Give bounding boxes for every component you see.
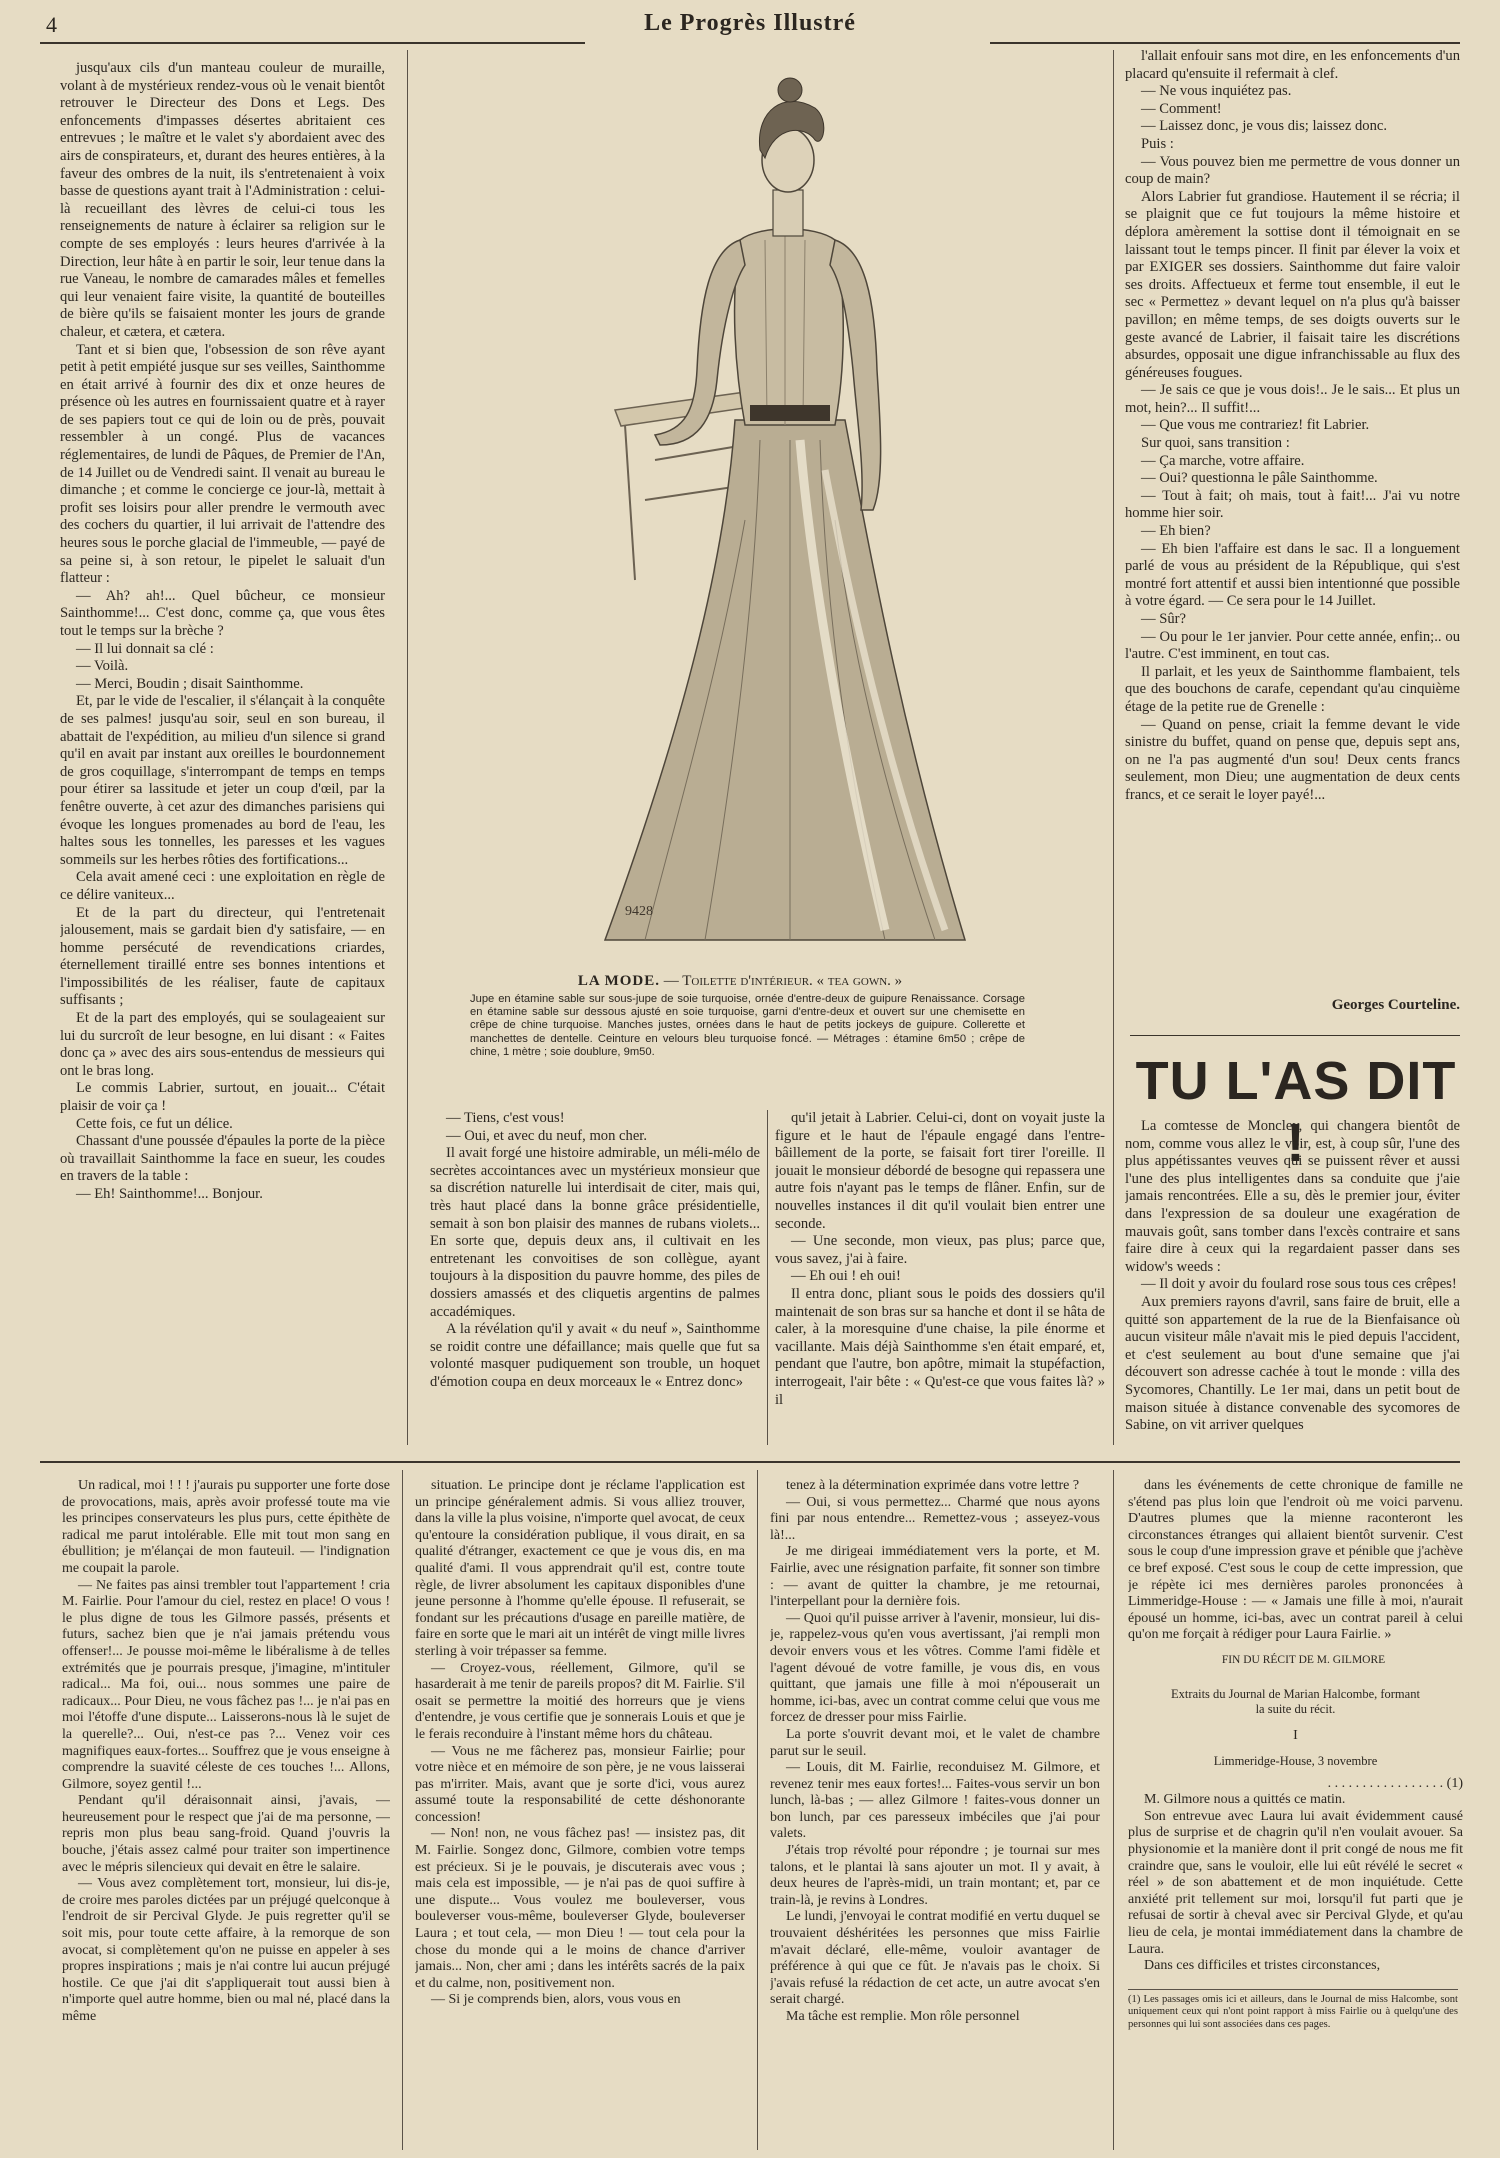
paragraph: — Je sais ce que je vous dois!.. Je le sais... Et plus un mot, hein?... Il suffit!... xyxy=(1125,382,1460,416)
paragraph: Un radical, moi ! ! ! j'aurais pu supporter une forte dose de provocations, mais, après avoir professé toute ma vie les principes conservateurs les plus purs, cette épithète de radical me parut intolérable. Elle mit tout mon sang en ébullition; je m'élançai de mon fauteuil. — l'indignation me coupait la parole. xyxy=(62,1478,390,1576)
paragraph: dans les événements de cette chronique de famille ne s'étend pas plus loin que l'endroit où me voici parvenu. D'autres plumes que la mienne raconteront les circonstances étranges qui allaient bientôt survenir. C'est sous le coup d'une impression grave et pénible que j'achève ce bref exposé. C'est sous le coup de cette impression, que je répète ici mes dernières paroles prononcées à Limmeridge-House : — « Jamais une fille à moi, n'aurait épousé un homme, ici-bas, avec un contrat pareil à celui qu'on me forçait à rédiger pour Laura Fairlie. » xyxy=(1128,1478,1463,1643)
paragraph: — Non! non, ne vous fâchez pas! — insistez pas, dit M. Fairlie. Songez donc, Gilmore, combien votre temps est précieux. Si je le pouvais, je discuterais avec vous ; mais cela est impossible, — je n'ai pas de quoi suffire à une dispute... Vous voulez me bouleverser, vous bouleverser vous-même, bouleverser Glyde, bouleverser Laura ; et tout cela, — mon Dieu ! — tout cela pour la chose du monde qui a le moins de chance d'arriver jamais... Non, cher ami ; dans les intérêts sacrés de la paix et du calme, non, positivement non. xyxy=(415,1826,745,1991)
plate-number: 9428 xyxy=(625,904,653,919)
paragraph: — Ah? ah!... Quel bûcheur, ce monsieur Sainthomme!... C'est donc, comme ça, que vous êtes tout le temps sur la brèche ? xyxy=(60,587,385,639)
paragraph: — Quand on pense, criait la femme devant le vide sinistre du buffet, quand on pense que, depuis sept ans, on ne l'a pas augmenté d'un sou! Deux cents francs seulement, mon Dieu; une augmentation de deux cents francs, et ce serait le loyer payé!... xyxy=(1125,716,1460,803)
feuilleton-col4-text xyxy=(1128,1478,1463,1644)
page-number: 4 xyxy=(46,12,57,37)
fashion-illustration xyxy=(585,40,990,970)
footnote-box xyxy=(1128,1989,1458,2031)
paragraph: — Croyez-vous, réellement, Gilmore, qu'il se hasarderait à me tenir de pareils propos? dit M. Fairlie. S'il osait se permettre la moitié des horreurs que je viens d'entendre, je vous certifie que je sonnerais Louis et que je le ferais reconduire à l'instant même hors du château. xyxy=(415,1660,745,1742)
omission-dots: . . . . . . . . . . . . . . . . . (1) xyxy=(1327,1775,1463,1791)
paragraph: Dans ces difficiles et tristes circonstances, xyxy=(1144,1958,1381,1974)
paragraph: jusqu'aux cils d'un manteau couleur de muraille, volant à de mystérieux rendez-vous où le venait bientôt retrouver le Directeur des Dons et Legs. Des enfoncements d'impasses désertes abritaient ces entrevues ; le maître et le valet s'y abordaient avec des airs de conspirateurs, et, durant des heures entières, à la faveur des ombres de la nuit, ils s'entretenaient à voix basse de questions ayant trait à l'Administration : celui-là recueillant des lèvres de celui-ci tous les renseignements de nature à éclairer sa religion sur le compte de ses employés : leurs heures d'arrivée à la Direction, leur hâte à en partir le soir, leur tenue dans la rue Vaneau, le nombre de camarades mâles et femelles qui leur venaient faire visite, la quantité de bouteilles de bière qu'ils se faisaient monter les jours de grande chaleur, et cætera, et cætera. xyxy=(60,60,385,340)
paragraph: Le lundi, j'envoyai le contrat modifié en vertu duquel se trouvaient déshéritées les personnes que miss Fairlie m'avait déclaré, elle-même, vouloir avantager de préférence à qui que ce fût. Je n'avais pas le choix. Si j'avais refusé la rédaction de cet acte, un autre avocat s'en serait chargé. xyxy=(770,1909,1100,2008)
illustration-caption-text: Jupe en étamine sable sur sous-jupe de soie turquoise, ornée d'entre-deux de guipure Renaissance. Corsage en étamine sable sur dessous ajusté en soie turquoise, garni d'entre-deux et ouvert sur une chemisette en crêpe de chine turquoise. Manches justes, ornées dans le haut de petits jockeys de guipure. Collerette et manchettes de dentelle. Ceinture en velours bleu turquoise foncé. — Métrages : étamine 6m50 ; crêpe de chine, 1 mètre ; soie doublure, 9m50. xyxy=(470,993,1025,1058)
paragraph: — Louis, dit M. Fairlie, reconduisez M. Gilmore, et revenez tenir mes eaux fortes!... Faites-vous servir un bon lunch, là-bas ; — allez Gilmore ! faites-vous donner un bon lunch, par ces paresseux imbéciles que j'ai pour valets. xyxy=(770,1760,1100,1842)
illustration-caption-title xyxy=(420,973,1060,990)
paragraph: — Oui, si vous permettez... Charmé que nous ayons fini par nous entendre... Remettez-vous ; asseyez-vous là!... xyxy=(770,1494,1100,1543)
paragraph: — Ne vous inquiétez pas. xyxy=(1141,83,1292,100)
paragraph: — Eh bien? xyxy=(1141,523,1211,540)
paragraph: — Ou pour le 1er janvier. Pour cette année, enfin;.. ou l'autre. C'est imminent, en tout cas. xyxy=(1125,628,1460,663)
column-rule xyxy=(767,1110,768,1445)
paragraph: — Laissez donc, je vous dis; laissez donc. xyxy=(1141,118,1388,135)
extraits-heading: Extraits du Journal de Marian Halcombe, formant la suite du récit. xyxy=(1171,1687,1420,1716)
paragraph: Et de la part du directeur, qui l'entretenait jalousement, mais se gardait bien d'y satisfaire, — en homme persécuté de revendications criardes, éternellement tiraillé entre ses bonnes intentions et l'impossibilités de les réaliser, faute de capitaux suffisants ; xyxy=(60,904,385,1009)
article-column-3 xyxy=(775,1110,1105,1445)
place-date: Limmeridge-House, 3 novembre xyxy=(1213,1754,1378,1769)
paragraph: J'étais trop révolté pour répondre ; je tournai sur mes talons, et le plantai là sans ajouter un mot. Il y avait, à deux heures de l'après-midi, un train montant; et, par ce train-là, je revins à Londres. xyxy=(770,1843,1100,1908)
paragraph: Cela avait amené ceci : une exploitation en règle de ce délire vaniteux... xyxy=(60,869,385,903)
paragraph: — Il doit y avoir du foulard rose sous tous ces crêpes! xyxy=(1141,1276,1457,1293)
paragraph: Chassant d'une poussée d'épaules la porte de la pièce où travaillait Sainthomme la face en sueur, les coudes en travers de la table : xyxy=(60,1133,385,1185)
column-rule xyxy=(1113,50,1114,1445)
paragraph: — Comment! xyxy=(1141,100,1222,117)
article-column-2 xyxy=(430,1110,760,1445)
paragraph: — Oui, et avec du neuf, mon cher. xyxy=(446,1127,648,1144)
paragraph: — Sûr? xyxy=(1141,611,1186,627)
caption-label: LA MODE. xyxy=(577,973,661,989)
fin-label: FIN DU RÉCIT DE M. GILMORE xyxy=(1221,1653,1386,1666)
paragraph: — Si je comprends bien, alors, vous vous en xyxy=(431,1992,681,2008)
column-rule xyxy=(407,50,408,1445)
caption-subtitle: — Toilette d'intérieur. « tea gown. » xyxy=(663,973,903,989)
paragraph: qu'il jetait à Labrier. Celui-ci, dont on voyait juste la figure et le haut de l'épaule engagé dans l'entre-bâillement de la porte, se faisait fort tirer l'oreille. Il jouait le monsieur débordé de besogne qui repassera une autre fois n'ayant pas le temps de flâner. Enfin, sur de nouvelles instances il dit qu'il voulait bien entrer une seconde. xyxy=(775,1110,1105,1232)
article-column-4 xyxy=(1125,48,1460,993)
paragraph: — Vous pouvez bien me permettre de vous donner un coup de main? xyxy=(1125,153,1460,188)
chapter-number: I xyxy=(1293,1728,1298,1744)
paragraph: Puis : xyxy=(1141,135,1174,152)
column-rule xyxy=(1113,1470,1114,2150)
paragraph: La porte s'ouvrit devant moi, et le valet de chambre parut sur le seuil. xyxy=(770,1726,1100,1759)
feuilleton-column-2 xyxy=(415,1478,745,2148)
paragraph: — Tiens, c'est vous! xyxy=(446,1110,565,1126)
column-rule xyxy=(757,1470,758,2150)
tea-gown-figure xyxy=(585,40,990,970)
tuasdit-column xyxy=(1125,1118,1460,1445)
paragraph: Le commis Labrier, surtout, en jouait... C'était plaisir de voir ça ! xyxy=(60,1080,385,1115)
journal-title: Le Progrès Illustré xyxy=(644,10,856,36)
paragraph: Il parlait, et les yeux de Sainthomme flambaient, tels que des bouchons de carafe, cependant qu'au cinquième étage de la petite rue de Grenelle : xyxy=(1125,663,1460,715)
paragraph: Je me dirigeai immédiatement vers la porte, et M. Fairlie, avec une résignation parfaite, fit sonner son timbre : — avant de quitter la chambre, je me retournai, l'interpellant pour la dernière fois. xyxy=(770,1544,1100,1610)
paragraph: — Vous ne me fâcherez pas, monsieur Fairlie; pour votre nièce et en mémoire de son père, je ne vous laisserai pas m'irriter. Mais, avant que je sorte d'ici, vous aurez assumé toute la responsabilité de cette déshonorante concession! xyxy=(415,1743,745,1825)
paragraph: Et de la part des employés, qui se soulageaient sur lui du surcroît de leur besogne, en lui disant : « Faites donc ça » avec des airs sous-entendus de messieurs qui ont le bras long. xyxy=(60,1010,385,1079)
paragraph: situation. Le principe dont je réclame l'application est un principe généralement admis. Si vous alliez trouver, dans la ville la plus voisine, n'importe quel avocat, de ceux qu'entoure la considération publique, il vous dirait, en sa qualité d'étranger, exactement ce que je vous dis, en ma qualité d'ami. Il vous apprendrait qu'il est, contre toute règle, de livrer absolument les capitaux disponibles d'une jeune personne à l'homme qu'elle épouse. Il refuserait, se fondant sur les précautions d'usage en pareille matière, de faire en sorte que le mari ait un intérêt de vingt mille livres sterling à voir trépasser sa femme. xyxy=(415,1478,745,1659)
paragraph: Il avait forgé une histoire admirable, un méli-mélo de secrètes accointances avec un mystérieux monsieur que sa discrétion naturelle lui interdisait de citer, mais qui, très haut placé dans la bonne grâce présidentielle, semait à son bon plaisir des mannes de rubans violets... En sorte que, depuis deux ans, il cultivait en les entretenant les convoitises de son collègue, ayant toujours à la disposition du pauvre homme, des piles de dossiers amassés et des cliquetis argentins de palmes accadémiques. xyxy=(430,1145,760,1320)
paragraph: Et, par le vide de l'escalier, il s'élançait à la conquête de ses palmes! jusqu'au soir, seul en son bureau, il abattait de l'expédition, au milieu d'un silence si grand qu'il en avait par instant aux oreilles le bourdonnement de gros coquillage, s'interrompant de temps en temps pour étirer sa lassitude et jeter un coup d'œil, par la fenêtre ouverte, à cet azur des dimanches parisiens qui évoque les longues promenades au bord de l'eau, les haltes sous les tonnelles, les paresses et les vagues sommeils sur les herbes rôties des fortifications... xyxy=(60,693,385,868)
paragraph: — Eh oui ! eh oui! xyxy=(791,1268,901,1285)
paragraph: — Vous avez complètement tort, monsieur, lui dis-je, de croire mes paroles dictées par un préjugé quelconque à l'endroit de sir Percival Glyde. Je puis regretter qu'il se soit mis, pour toute cette affaire, à la remorque de son avocat, si complètement qu'on ne puisse en appeler à ses propres inspirations ; mais je n'ai contre lui aucun préjugé hostile. Ce que j'ai dit s'appliquerait tout aussi bien à n'importe quel autre homme, bien ou mal né, placé dans la même xyxy=(62,1876,390,2024)
paragraph: — Oui? questionna le pâle Sainthomme. xyxy=(1141,470,1378,487)
paragraph: Son entrevue avec Laura lui avait évidemment causé plus de surprise et de chagrin qu'il n'en voulait avouer. Sa physionomie et la manière dont il prit congé de nous me fit craindre que, sans le vouloir, elle lui eût révélé le secret « réel » de son abattement et de mon inquiétude. Cette anxiété prit tellement sur moi, lorsqu'il fut parti que je refusai de sortir à cheval avec sir Percival Glyde, et qu'au lieu de cela, je montai immédiatement dans la chambre de Laura. xyxy=(1128,1808,1463,1957)
paragraph: — Ne faites pas ainsi trembler tout l'appartement ! cria M. Fairlie. Pour l'amour du ciel, restez en place! O vous ! le plus digne de tous les Gilmore passés, présents et futurs, sachez bien que je n'ai jamais prétendu vous offenser!... Je pousse moi-même le libéralisme à de telles extrémités que je pourrais presque, j'imagine, m'intituler radical... Ma foi, oui... nous sommes une paire de radicaux... Pour Dieu, ne vous fâchez pas !... je n'ai pas en moi l'étoffe d'une dispute... Laisserons-nous là le sujet de la querelle?... Oui, n'est-ce pas ?... Venez voir ces magnifiques eaux-fortes... Souffrez que je vous enseigne à comprendre la suavité céleste de ces touches !... Allons, Gilmore, soyez gentil !... xyxy=(62,1577,390,1792)
footnote: (1) Les passages omis ici et ailleurs, dans le Journal de miss Halcombe, sont uniquement ceux qui n'ont point rapport à miss Fairlie ou à quelqu'une des personnes qui lui sont associées dans ces pages. xyxy=(1128,1993,1458,2030)
paragraph: Sur quoi, sans transition : xyxy=(1141,435,1290,452)
paragraph: Aux premiers rayons d'avril, sans faire de bruit, elle a quitté son appartement de la rue de la Bienfaisance où aucun visiteur mâle n'avait mis le pied depuis l'accident, et c'est seulement au bout d'une semaine que j'ai découvert son adresse cachée à tout le monde : villa des Sycomores, Chantilly. Le 1er mai, dans un petit bout de maison située à distance convenable des sycomores de Sabine, on vit arriver quelques xyxy=(1125,1293,1460,1434)
feuilleton-column-1 xyxy=(62,1478,390,2148)
paragraph: — Quoi qu'il puisse arriver à l'avenir, monsieur, lui dis-je, rappelez-vous qu'en vous avertissant, j'ai rempli mon devoir envers vous et les vôtres. Comme l'ami fidèle et l'agent dévoué de votre famille, je vous dis, en vous quittant, que jamais une fille à moi n'épouserait un homme, ici-bas, avec un contrat comme celui que vous me forcez de dresser pour miss Fairlie. xyxy=(770,1610,1100,1726)
paragraph: — Il lui donnait sa clé : xyxy=(76,640,214,657)
section-divider xyxy=(1130,1035,1460,1036)
paragraph: Ma tâche est remplie. Mon rôle personnel xyxy=(786,2009,1020,2024)
paragraph: Pendant qu'il déraisonnait ainsi, j'avais, — heureusement pour le respect que j'ai de ma personne, — repris mon plus beau sang-froid. Quand j'ouvris la bouche, j'étais assez calmé pour traiter son impertinence avec le mépris silencieux qui devait en être le salaire. xyxy=(62,1793,390,1875)
paragraph: — Tout à fait; oh mais, tout à fait!... J'ai vu notre homme hier soir. xyxy=(1125,487,1460,522)
paragraph: M. Gilmore nous a quittés ce matin. xyxy=(1144,1792,1346,1808)
author-signature: Georges Courteline. xyxy=(1331,997,1460,1013)
feuilleton-divider xyxy=(40,1461,1460,1463)
paragraph: Il entra donc, pliant sous le poids des dossiers qu'il maintenait de son bras sur sa hanche et dont il se hâta de caler, à la moresquine d'une chaise, la pile énorme et vacillante. Mais déjà Sainthomme s'en était emparé, et, pendant que l'autre, bon apôtre, mimait la stupéfaction, interrogeait, l'air bête : « Qu'est-ce que vous faites là? » il xyxy=(775,1285,1105,1408)
paragraph: — Une seconde, mon vieux, pas plus; parce que, vous savez, j'ai à faire. xyxy=(775,1233,1105,1267)
paragraph: La comtesse de Moncley, qui changera bientôt de nom, comme vous allez le voir, est, à coup sûr, l'une des plus appétissantes veuves qui se puissent rêver et aussi l'une des plus intelligentes dans sa conduite que j'aie jamais rencontrées. Elle a su, dès le premier jour, éviter dans l'expression de sa douleur une exagération de mauvais goût, sans tomber dans l'excès contraire et sans faire dire à ceux qui la regardaient passer dans ses widow's weeds : xyxy=(1125,1118,1460,1275)
paragraph: Alors Labrier fut grandiose. Hautement il se récria; il se plaignit que ce fut toujours la même histoire et déplora amèrement la sottise dont il témoignait en se laissant tout le temps pincer. Il finit par élever la voix et par EXIGER ses dossiers. Sainthomme dut faire valoir ses droits. Affectueux et ferme tout ensemble, il eut le sec « Permettez » devant lequel on n'a plus qu'à baisser pavillon; en même temps, de ses doigts ouverts sur le geste avancé de Labrier, il faisait taire les discrétions absurdes, opposait une digue infranchissable au flux des généreuses fougues. xyxy=(1125,188,1460,381)
article-column-1 xyxy=(60,60,385,1445)
paragraph: A la révélation qu'il y avait « du neuf », Sainthomme se roidit contre une défaillance; mais quelle que fut sa volonté masquer pudiquement son trouble, un hoquet d'émotion coupa en deux morceaux le « Entrez donc» xyxy=(430,1321,760,1390)
paragraph: Tant et si bien que, l'obsession de son rêve ayant petit à petit empiété jusque sur ses veilles, Sainthomme en était arrivé à fournir des dix et onze heures de présence où les autres en fournissaient quatre et à rayer de ses papiers tout ce qui de loin ou de près, pouvait ressembler à un congé. Plus de vacances réglementaires, de lundi de Pâques, de Premier de l'An, de 14 Juillet ou de Vendredi saint. Il venait au bureau le dimanche ; et comme le concierge ce jour-là, mettait à profit ses loisirs pour aller prendre le vermouth avec des cochers du quartier, il lui arrivait de l'attendre des heures sous le porche glacial de l'immeuble, — payé de sa peine si, à son retour, le pipelet le saluait d'un flatteur : xyxy=(60,341,385,587)
section-headline: TU L'AS DIT ! xyxy=(1135,1051,1457,1173)
paragraph: — Eh! Sainthomme!... Bonjour. xyxy=(76,1186,263,1202)
feuilleton-column-3 xyxy=(770,1478,1100,2148)
paragraph: — Ça marche, votre affaire. xyxy=(1141,452,1305,469)
paragraph: l'allait enfouir sans mot dire, en les enfoncements d'un placard qu'ensuite il refermait à clef. xyxy=(1125,48,1460,82)
paragraph: tenez à la détermination exprimée dans votre lettre ? xyxy=(786,1478,1080,1493)
page-header xyxy=(40,8,1460,44)
paragraph: — Merci, Boudin ; disait Sainthomme. xyxy=(76,675,304,692)
paragraph: — Voilà. xyxy=(76,658,129,675)
column-rule xyxy=(402,1470,403,2150)
paragraph: — Eh bien l'affaire est dans le sac. Il a longuement parlé de vous au président de la République, qui s'est montré fort attentif et aussi bien intentionné que possible à votre égard. — Ce sera pour le 14 Juillet. xyxy=(1125,540,1460,610)
feuilleton-col4-journal xyxy=(1128,1792,1463,1975)
paragraph: Cette fois, ce fut un délice. xyxy=(76,1115,233,1132)
paragraph: — Que vous me contrariez! fit Labrier. xyxy=(1141,417,1370,434)
feuilleton-column-4 xyxy=(1128,1478,1463,2148)
